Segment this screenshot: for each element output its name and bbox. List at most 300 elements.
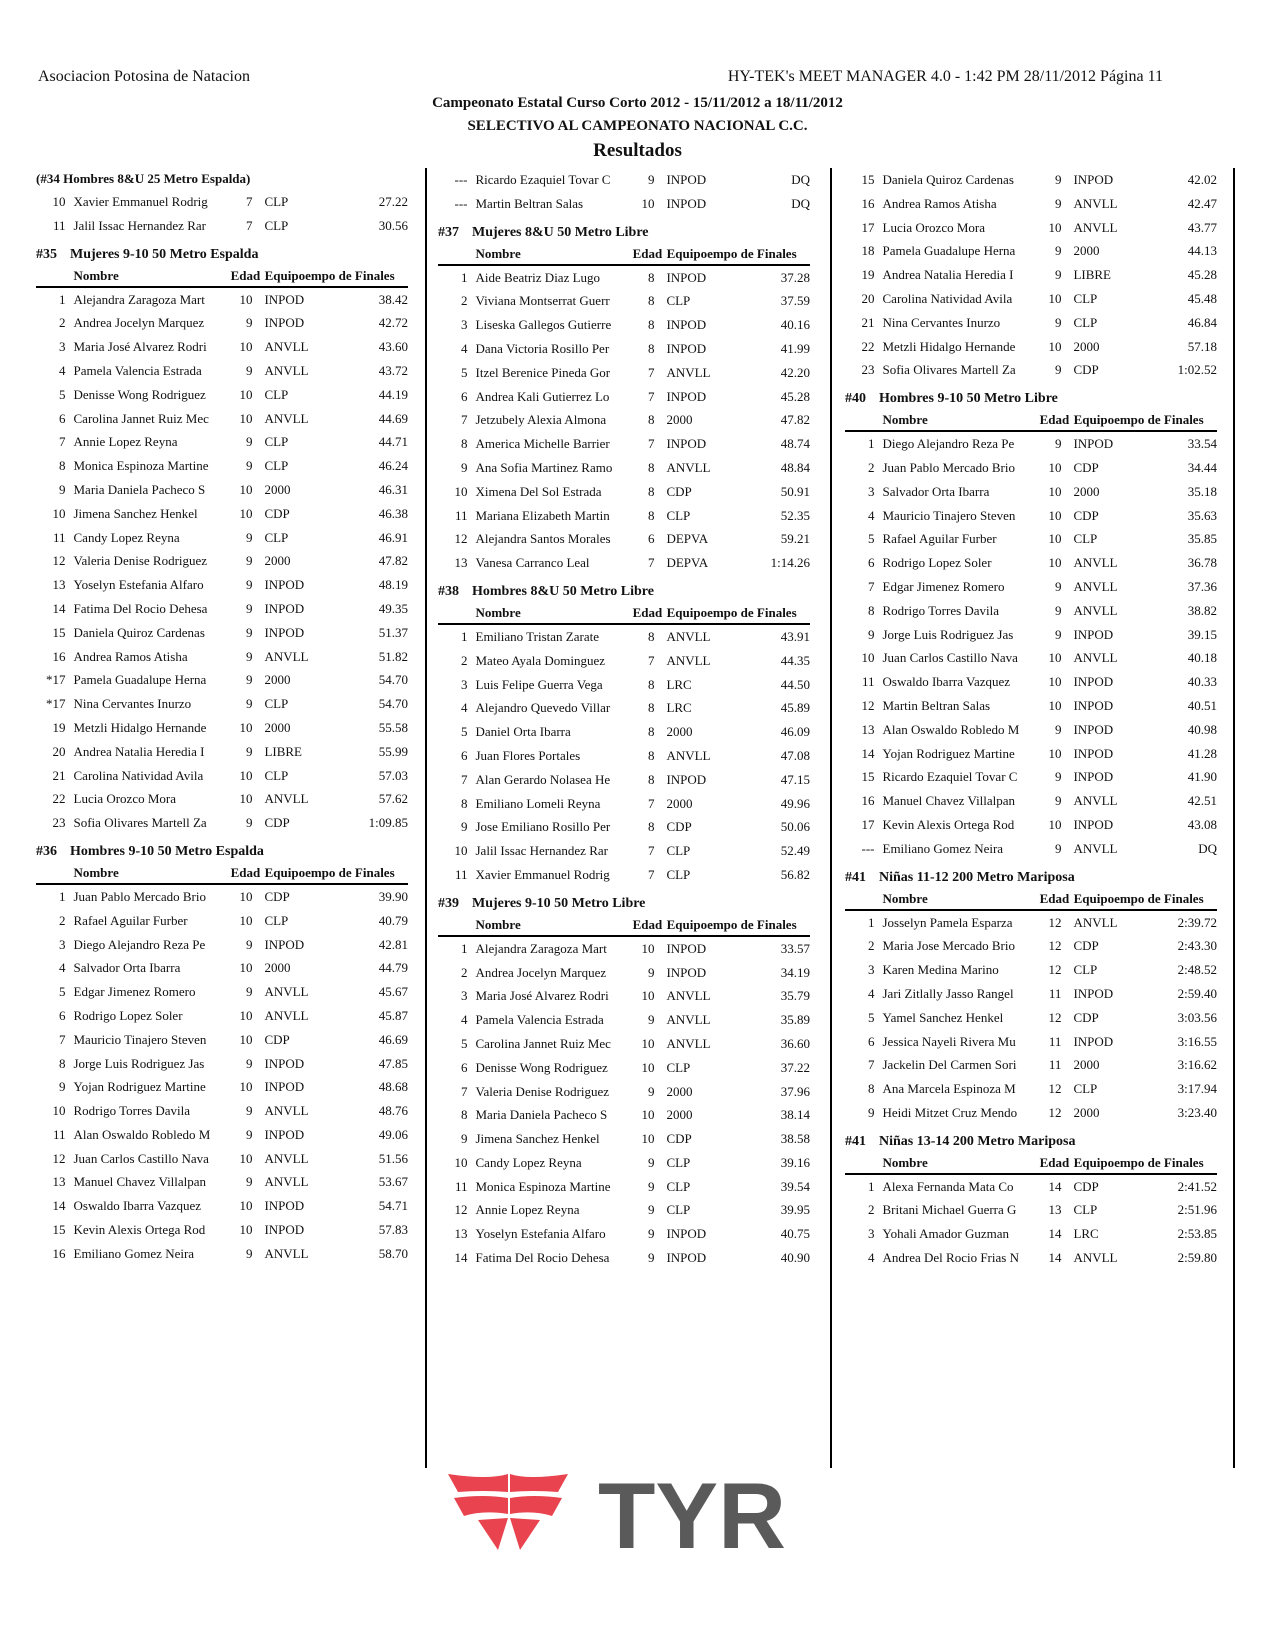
age-cell: 10 (1048, 531, 1062, 547)
event-name: Niñas 13-14 200 Metro Mariposa (879, 1133, 1076, 1149)
place-cell: 1 (461, 269, 468, 285)
place-cell: 9 (868, 1104, 875, 1120)
time-cell: DQ (791, 172, 810, 187)
name-cell: Daniela Quiroz Cardenas (73, 624, 205, 640)
age-header: Edad (1039, 1154, 1070, 1170)
time-cell: 39.95 (780, 1202, 810, 1218)
table-row (845, 1246, 1217, 1270)
name-cell: Mariana Elizabeth Martin (475, 507, 610, 523)
column-header (438, 915, 810, 937)
table-row (438, 673, 810, 697)
time-cell: 45.48 (1187, 290, 1217, 306)
name-cell: Juan Carlos Castillo Nava (882, 650, 1018, 666)
time-cell: 48.19 (378, 577, 408, 593)
name-cell: Xavier Emmanuel Rodrig (73, 194, 208, 209)
age-cell: 9 (245, 458, 253, 474)
time-cell: 44.13 (1187, 243, 1217, 259)
team-cell: 2000 (1073, 1104, 1100, 1120)
name-cell: Manuel Chavez Villalpan (882, 793, 1016, 809)
name-cell: Nina Cervantes Inurzo (882, 314, 1001, 330)
team-cell: INPOD (264, 1055, 305, 1071)
name-cell: Carolina Natividad Avila (882, 290, 1013, 306)
name-cell: Sofia Olivares Martell Za (73, 815, 207, 831)
time-cell: 1:02.52 (1177, 362, 1217, 378)
time-cell: DQ (791, 195, 810, 211)
place-cell: 11 (454, 1178, 468, 1194)
age-cell: 7 (647, 436, 655, 452)
table-row (438, 1151, 810, 1175)
name-cell: Xavier Emmanuel Rodrig (475, 866, 610, 882)
name-cell: Jose Emiliano Rosillo Per (475, 819, 611, 835)
name-cell: Oswaldo Ibarra Vazquez (73, 1198, 202, 1214)
team-cell: 2000 (264, 719, 291, 735)
place-cell: 16 (861, 793, 875, 809)
name-cell: Diego Alejandro Reza Pe (73, 936, 206, 952)
table-row (845, 646, 1217, 670)
table-row (438, 961, 810, 985)
name-cell: Jorge Luis Rodriguez Jas (73, 1055, 205, 1071)
event-number: #40 (845, 391, 866, 407)
name-cell: Ricardo Ezaquiel Tovar C (475, 172, 611, 187)
place-cell: 21 (52, 767, 66, 783)
team-cell: CDP (264, 888, 290, 904)
team-cell: INPOD (1073, 674, 1114, 690)
team-cell: LIBRE (264, 743, 302, 759)
name-cell: Vanesa Carranco Leal (475, 555, 590, 571)
table-row (845, 742, 1217, 766)
time-cell: 2:59.80 (1177, 1250, 1217, 1266)
age-cell: 9 (245, 577, 253, 593)
age-cell: 10 (1048, 219, 1062, 235)
name-cell: Ana Sofia Martinez Ramo (475, 459, 613, 475)
team-cell: ANVLL (1073, 219, 1118, 235)
time-cell: 50.06 (780, 819, 810, 835)
time-cell: 48.68 (378, 1079, 408, 1095)
time-cell: 37.36 (1187, 578, 1217, 594)
team-cell: CLP (1073, 314, 1098, 330)
time-cell: 57.83 (378, 1222, 408, 1238)
place-cell: 11 (454, 507, 468, 523)
table-row (36, 478, 408, 502)
team-cell: CDP (666, 483, 692, 499)
place-cell: 1 (868, 1178, 875, 1194)
place-header (36, 863, 65, 883)
place-cell: 4 (59, 960, 66, 976)
age-cell: 13 (1048, 1202, 1062, 1218)
place-cell: 20 (861, 290, 875, 306)
age-cell: 12 (1048, 1081, 1062, 1097)
event-number: #41 (845, 869, 866, 885)
name-cell: Rafael Aguilar Furber (882, 531, 997, 547)
name-cell: Candy Lopez Reyna (475, 1154, 582, 1170)
table-row (845, 599, 1217, 623)
table-row (845, 1222, 1217, 1246)
table-row (845, 432, 1217, 456)
name-cell: Daniel Orta Ibarra (475, 724, 571, 740)
time-cell: 57.03 (378, 767, 408, 783)
table-row (36, 1242, 408, 1266)
table-row (845, 765, 1217, 789)
place-cell: 7 (461, 771, 468, 787)
name-cell: Mauricio Tinajero Steven (73, 1031, 207, 1047)
name-cell: Rafael Aguilar Furber (73, 912, 188, 928)
age-header: Edad (632, 245, 663, 261)
table-row (36, 1123, 408, 1147)
event-name: Hombres 9-10 50 Metro Libre (879, 391, 1058, 407)
name-cell: Metzli Hidalgo Hernande (882, 338, 1016, 354)
header-software: HY-TEK's MEET MANAGER 4.0 - 1:42 PM 28/11/2012 Página 11 (727, 68, 1163, 85)
time-cell: 47.08 (780, 747, 810, 763)
event-number: #38 (438, 583, 459, 599)
table-row (845, 934, 1217, 958)
time-cell: 1:09.85 (368, 815, 408, 831)
age-cell: 9 (245, 362, 253, 378)
table-row (36, 190, 408, 214)
table-row (845, 623, 1217, 647)
place-cell: 4 (868, 985, 875, 1001)
team-cell: 2000 (1073, 1057, 1100, 1073)
team-cell: 2000 (666, 1107, 693, 1123)
time-cell: 47.85 (378, 1055, 408, 1071)
team-cell: LRC (1073, 1226, 1099, 1242)
team-cell: INPOD (666, 269, 707, 285)
age-cell: 7 (245, 194, 253, 209)
name-cell: Alexa Fernanda Mata Co (882, 1178, 1014, 1194)
team-cell: CLP (264, 386, 289, 402)
place-cell: 3 (868, 483, 875, 499)
time-cell: 43.72 (378, 362, 408, 378)
team-cell: INPOD (666, 964, 707, 980)
place-cell: 7 (461, 412, 468, 428)
time-cell: 57.62 (378, 791, 408, 807)
place-cell: 10 (454, 843, 468, 859)
place-cell: 11 (52, 217, 66, 233)
place-cell: 3 (461, 317, 468, 333)
age-cell: 10 (1048, 507, 1062, 523)
table-row (36, 407, 408, 431)
age-header: Edad (1039, 412, 1070, 428)
name-cell: Yoselyn Estefania Alfaro (73, 577, 204, 593)
table-row (438, 937, 810, 961)
column-header (36, 863, 408, 885)
table-row (845, 504, 1217, 528)
place-header (438, 603, 467, 623)
time-cell: 51.82 (378, 648, 408, 664)
place-cell: 1 (461, 940, 468, 956)
place-cell: 3 (59, 339, 66, 355)
place-cell: 23 (861, 362, 875, 378)
age-cell: 10 (641, 1107, 655, 1123)
place-cell: 10 (52, 1103, 66, 1119)
table-row (36, 764, 408, 788)
team-cell: ANVLL (1073, 914, 1118, 930)
age-cell: 10 (641, 1131, 655, 1147)
place-cell: 19 (52, 719, 66, 735)
column-header (845, 410, 1217, 432)
team-cell: ANVLL (666, 1035, 711, 1051)
name-cell: Maria José Alvarez Rodri (475, 988, 609, 1004)
table-row (438, 266, 810, 290)
time-cell: 2:39.72 (1177, 914, 1217, 930)
name-header: Nombre (475, 245, 521, 261)
place-cell: 1 (868, 914, 875, 930)
table-row (845, 239, 1217, 263)
table-row (438, 1198, 810, 1222)
table-row (438, 432, 810, 456)
age-cell: 9 (245, 434, 253, 450)
name-cell: Sofia Olivares Martell Za (882, 362, 1016, 378)
team-cell: ANVLL (1073, 793, 1118, 809)
name-cell: Valeria Denise Rodriguez (475, 1083, 610, 1099)
name-cell: Yoselyn Estefania Alfaro (475, 1226, 606, 1242)
place-cell: 10 (454, 1154, 468, 1170)
time-cell: 2:53.85 (1177, 1226, 1217, 1242)
team-cell: CLP (666, 1178, 691, 1194)
age-header: Edad (632, 916, 663, 932)
team-cell: INPOD (666, 1250, 707, 1266)
age-cell: 10 (239, 505, 253, 521)
place-cell: 8 (868, 1081, 875, 1097)
name-cell: Annie Lopez Reyna (475, 1202, 580, 1218)
name-cell: Denisse Wong Rodriguez (73, 386, 206, 402)
event-number: #39 (438, 895, 459, 911)
place-cell: 1 (59, 888, 66, 904)
age-cell: 10 (1048, 290, 1062, 306)
table-row (845, 575, 1217, 599)
event-name: Niñas 11-12 200 Metro Mariposa (879, 869, 1075, 885)
age-cell: 12 (1048, 914, 1062, 930)
time-cell: 38.82 (1187, 602, 1217, 618)
time-cell: 50.91 (780, 483, 810, 499)
team-cell: CLP (264, 194, 289, 209)
name-cell: Alejandra Zaragoza Mart (73, 291, 205, 307)
name-cell: America Michelle Barrier (475, 436, 610, 452)
time-cell: 35.63 (1187, 507, 1217, 523)
place-cell: 15 (861, 769, 875, 785)
name-cell: Martin Beltran Salas (475, 195, 584, 211)
name-cell: Pamela Guadalupe Herna (882, 243, 1016, 259)
place-cell: 12 (52, 553, 66, 569)
team-cell: 2000 (1073, 338, 1100, 354)
time-cell: 39.90 (378, 888, 408, 904)
age-cell: 9 (245, 648, 253, 664)
table-row (36, 1194, 408, 1218)
team-cell: INPOD (264, 1198, 305, 1214)
time-cell: 40.90 (780, 1250, 810, 1266)
table-row (438, 168, 810, 192)
age-cell: 9 (1054, 314, 1062, 330)
place-cell: 4 (461, 340, 468, 356)
time-cell: 37.96 (780, 1083, 810, 1099)
place-cell: 6 (59, 410, 66, 426)
place-cell: 4 (868, 1250, 875, 1266)
name-cell: Ricardo Ezaquiel Tovar C (882, 769, 1018, 785)
age-cell: 9 (647, 964, 655, 980)
team-cell: ANVLL (1073, 195, 1118, 211)
place-cell: 14 (52, 1198, 66, 1214)
time-cell: 47.82 (780, 412, 810, 428)
name-cell: Juan Flores Portales (475, 747, 581, 763)
team-cell: ANVLL (264, 1150, 309, 1166)
team-cell: ANVLL (1073, 650, 1118, 666)
age-cell: 9 (1054, 793, 1062, 809)
age-cell: 9 (245, 600, 253, 616)
table-row (36, 573, 408, 597)
age-cell: 9 (647, 172, 655, 187)
place-cell: 5 (59, 984, 66, 1000)
place-cell: 7 (59, 434, 66, 450)
place-cell: 19 (861, 267, 875, 283)
team-cell: INPOD (264, 600, 305, 616)
team-cell: 2000 (666, 795, 693, 811)
name-cell: Karen Medina Marino (882, 962, 999, 978)
name-cell: Juan Pablo Mercado Brio (882, 459, 1016, 475)
age-cell: 9 (245, 672, 253, 688)
place-cell: 3 (868, 1226, 875, 1242)
time-cell: 38.58 (780, 1131, 810, 1147)
age-cell: 9 (1054, 578, 1062, 594)
table-row (438, 527, 810, 551)
place-cell: 13 (52, 577, 66, 593)
team-cell: 2000 (264, 672, 291, 688)
age-cell: 9 (245, 315, 253, 331)
age-cell: 10 (239, 386, 253, 402)
name-cell: Carolina Natividad Avila (73, 767, 204, 783)
team-cell: ANVLL (264, 648, 309, 664)
team-cell: CLP (666, 507, 691, 523)
name-cell: Metzli Hidalgo Hernande (73, 719, 207, 735)
time-cell: 2:43.30 (1177, 938, 1217, 954)
place-cell: 8 (59, 1055, 66, 1071)
table-row (438, 839, 810, 863)
table-row (845, 287, 1217, 311)
table-row (36, 502, 408, 526)
place-cell: 7 (59, 1031, 66, 1047)
team-cell: INPOD (264, 1126, 305, 1142)
name-cell: Fatima Del Rocio Dehesa (73, 600, 208, 616)
age-cell: 14 (1048, 1178, 1062, 1194)
age-cell: 10 (641, 195, 655, 211)
table-row (36, 909, 408, 933)
time-cell: 46.91 (378, 529, 408, 545)
age-cell: 8 (647, 628, 655, 644)
team-cell: CLP (666, 843, 691, 859)
name-cell: Viviana Montserrat Guerr (475, 293, 610, 309)
place-cell: 15 (52, 624, 66, 640)
place-cell: 1 (59, 291, 66, 307)
table-row (438, 337, 810, 361)
table-row (438, 408, 810, 432)
name-cell: Andrea Ramos Atisha (73, 648, 188, 664)
age-cell: 8 (647, 293, 655, 309)
event-title (36, 244, 408, 266)
time-cell: 42.02 (1187, 172, 1217, 187)
team-cell: ANVLL (666, 459, 711, 475)
team-cell: 2000 (666, 412, 693, 428)
time-cell: 46.31 (378, 481, 408, 497)
name-cell: Salvador Orta Ibarra (73, 960, 181, 976)
time-cell: 42.72 (378, 315, 408, 331)
place-cell: 13 (861, 721, 875, 737)
name-header: Nombre (882, 1154, 928, 1170)
place-cell: 21 (861, 314, 875, 330)
age-cell: 12 (1048, 938, 1062, 954)
time-cell: 3:16.62 (1177, 1057, 1217, 1073)
team-cell: INPOD (264, 291, 305, 307)
name-cell: Pamela Valencia Estrada (73, 362, 202, 378)
team-cell: CDP (264, 505, 290, 521)
team-cell: ANVLL (264, 362, 309, 378)
place-cell: 5 (461, 1035, 468, 1051)
time-cell: 30.56 (378, 217, 408, 233)
name-cell: Alejandro Quevedo Villar (475, 700, 611, 716)
team-cell: CDP (666, 1131, 692, 1147)
name-cell: Alejandra Zaragoza Mart (475, 940, 607, 956)
place-cell: 5 (868, 1009, 875, 1025)
place-cell: *17 (46, 672, 66, 688)
place-cell: 16 (52, 1245, 66, 1261)
team-cell: CLP (264, 767, 289, 783)
age-cell: 9 (647, 1226, 655, 1242)
table-row (438, 480, 810, 504)
time-cell: 44.79 (378, 960, 408, 976)
team-time-header: Equipoempo de Finales (666, 604, 797, 620)
age-cell: 9 (647, 1154, 655, 1170)
table-row (36, 885, 408, 909)
time-cell: 46.69 (378, 1031, 408, 1047)
name-header: Nombre (73, 864, 119, 880)
name-cell: Edgar Jimenez Romero (882, 578, 1005, 594)
table-row (845, 718, 1217, 742)
time-cell: 46.38 (378, 505, 408, 521)
place-cell: 12 (454, 1202, 468, 1218)
table-row (36, 787, 408, 811)
team-cell: ANVLL (666, 628, 711, 644)
name-cell: Heidi Mitzet Cruz Mendo (882, 1104, 1018, 1120)
place-header (438, 915, 467, 935)
table-row (36, 359, 408, 383)
time-cell: 45.28 (1187, 267, 1217, 283)
age-cell: 14 (1048, 1226, 1062, 1242)
table-row (36, 956, 408, 980)
table-row (845, 192, 1217, 216)
place-cell: 17 (861, 219, 875, 235)
table-row (438, 361, 810, 385)
team-cell: ANVLL (264, 339, 309, 355)
table-row (845, 982, 1217, 1006)
age-cell: 12 (1048, 1104, 1062, 1120)
age-cell: 8 (647, 724, 655, 740)
team-cell: ANVLL (666, 1012, 711, 1028)
team-cell: CLP (1073, 1081, 1098, 1097)
team-cell: CDP (264, 815, 290, 831)
place-cell: 16 (52, 648, 66, 664)
age-cell: 9 (1054, 362, 1062, 378)
team-cell: CDP (1073, 507, 1099, 523)
name-cell: Carolina Jannet Ruiz Mec (475, 1035, 611, 1051)
team-cell: INPOD (666, 1226, 707, 1242)
place-cell: 14 (861, 745, 875, 761)
place-cell: 1 (868, 436, 875, 452)
team-cell: INPOD (666, 340, 707, 356)
age-cell: 7 (647, 555, 655, 571)
meet-subtitle: SELECTIVO AL CAMPEONATO NACIONAL C.C. (467, 118, 808, 134)
time-cell: 40.33 (1187, 674, 1217, 690)
place-cell: 4 (868, 507, 875, 523)
table-row (438, 1127, 810, 1151)
team-cell: 2000 (264, 553, 291, 569)
place-cell: 13 (454, 1226, 468, 1242)
